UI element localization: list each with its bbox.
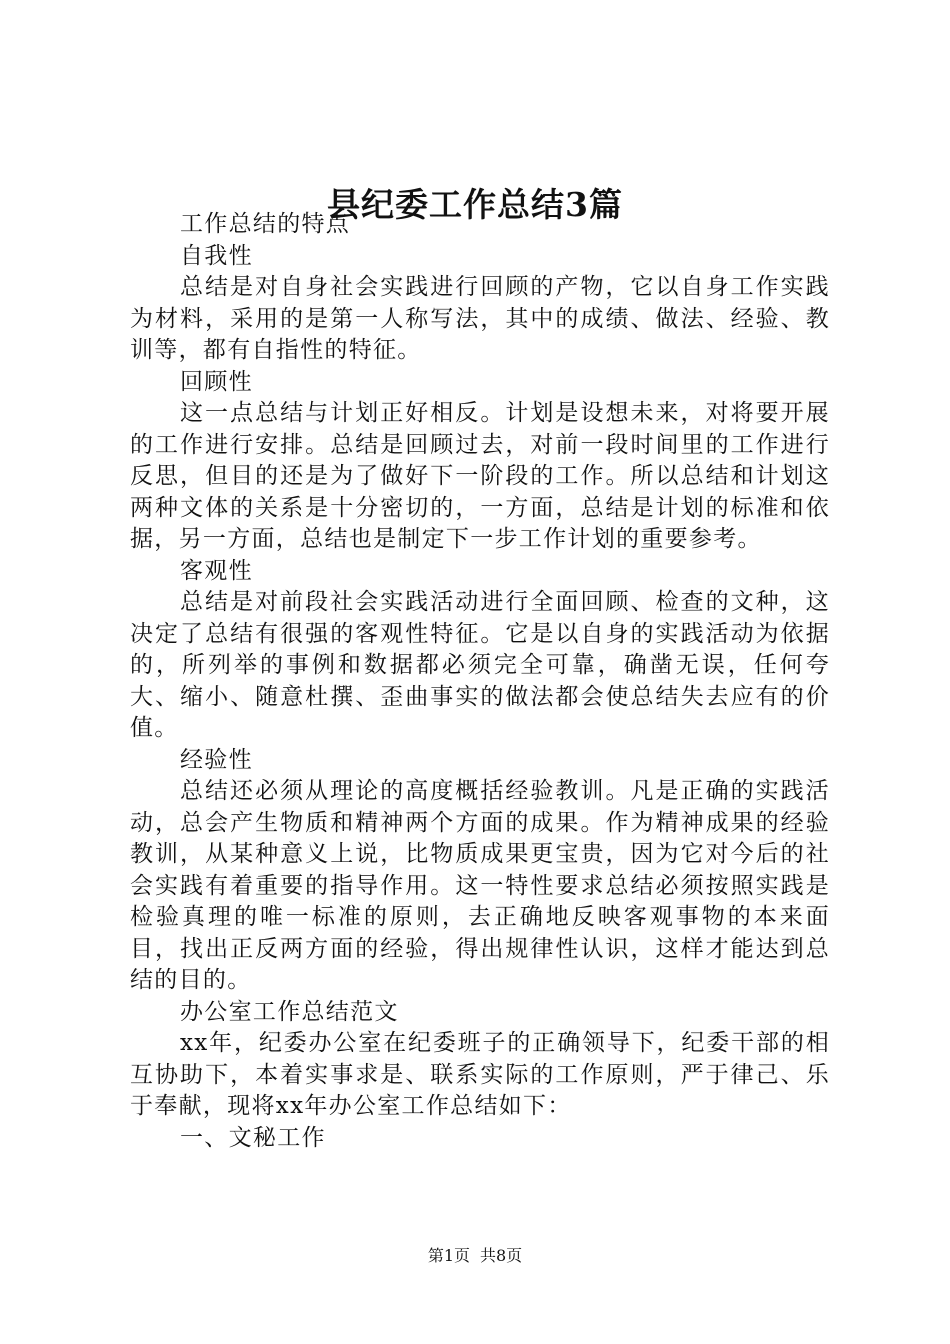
paragraph-office-intro: xx年，纪委办公室在纪委班子的正确领导下，纪委干部的相互协助下，本着实事求是、联系实际的工作原则，严于律己、乐于奉献，现将xx年办公室工作总结如下： (130, 1030, 830, 1119)
paragraph-review: 这一点总结与计划正好相反。计划是设想未来，对将要开展的工作进行安排。总结是回顾过去，对前一段时间里的工作进行反思，但目的还是为了做好下一阶段的工作。所以总结和计划这两种文体的关系是十分密切的，一方面，总结是计划的标准和依据，另一方面，总结也是制定下一步工作计划的重要参考。 (130, 400, 830, 552)
subheading-review: 回顾性 (180, 368, 253, 395)
subheading-secretarial: 一、文秘工作 (180, 1124, 326, 1151)
paragraph-experience: 总结还必须从理论的高度概括经验教训。凡是正确的实践活动，总会产生物质和精神两个方面的成果。作为精神成果的经验教训，从某种意义上说，比物质成果更宝贵，因为它对今后的社会实践有着重要的指导作用。这一特性要求总结必须按照实践是检验真理的唯一标准的原则，去正确地反映客观事物的本来面目，找出正反两方面的经验，得出规律性认识，这样才能达到总结的目的。 (130, 778, 830, 993)
section-heading-office-sample: 办公室工作总结范文 (180, 998, 399, 1025)
page-total: 共8页 (480, 1246, 523, 1265)
page-footer (0, 1245, 950, 1267)
section-heading-features: 工作总结的特点 (180, 211, 351, 237)
document-title: 县纪委工作总结3篇 (327, 185, 623, 224)
paragraph-objective: 总结是对前段社会实践活动进行全面回顾、检查的文种，这决定了总结有很强的客观性特征。它是以自身的实践活动为依据的，所列举的事例和数据都必须完全可靠，确凿无误，任何夸大、缩小、随意杜撰、歪曲事实的做法都会使总结失去应有的价值。 (130, 589, 830, 741)
subheading-self: 自我性 (180, 242, 253, 269)
paragraph-self: 总结是对自身社会实践进行回顾的产物，它以自身工作实践为材料，采用的是第一人称写法，其中的成绩、做法、经验、教训等，都有自指性的特征。 (130, 274, 830, 363)
subheading-objective: 客观性 (180, 557, 253, 584)
document-body (130, 209, 830, 1154)
subheading-experience: 经验性 (180, 746, 253, 773)
page-number: 第1页 (427, 1246, 470, 1265)
